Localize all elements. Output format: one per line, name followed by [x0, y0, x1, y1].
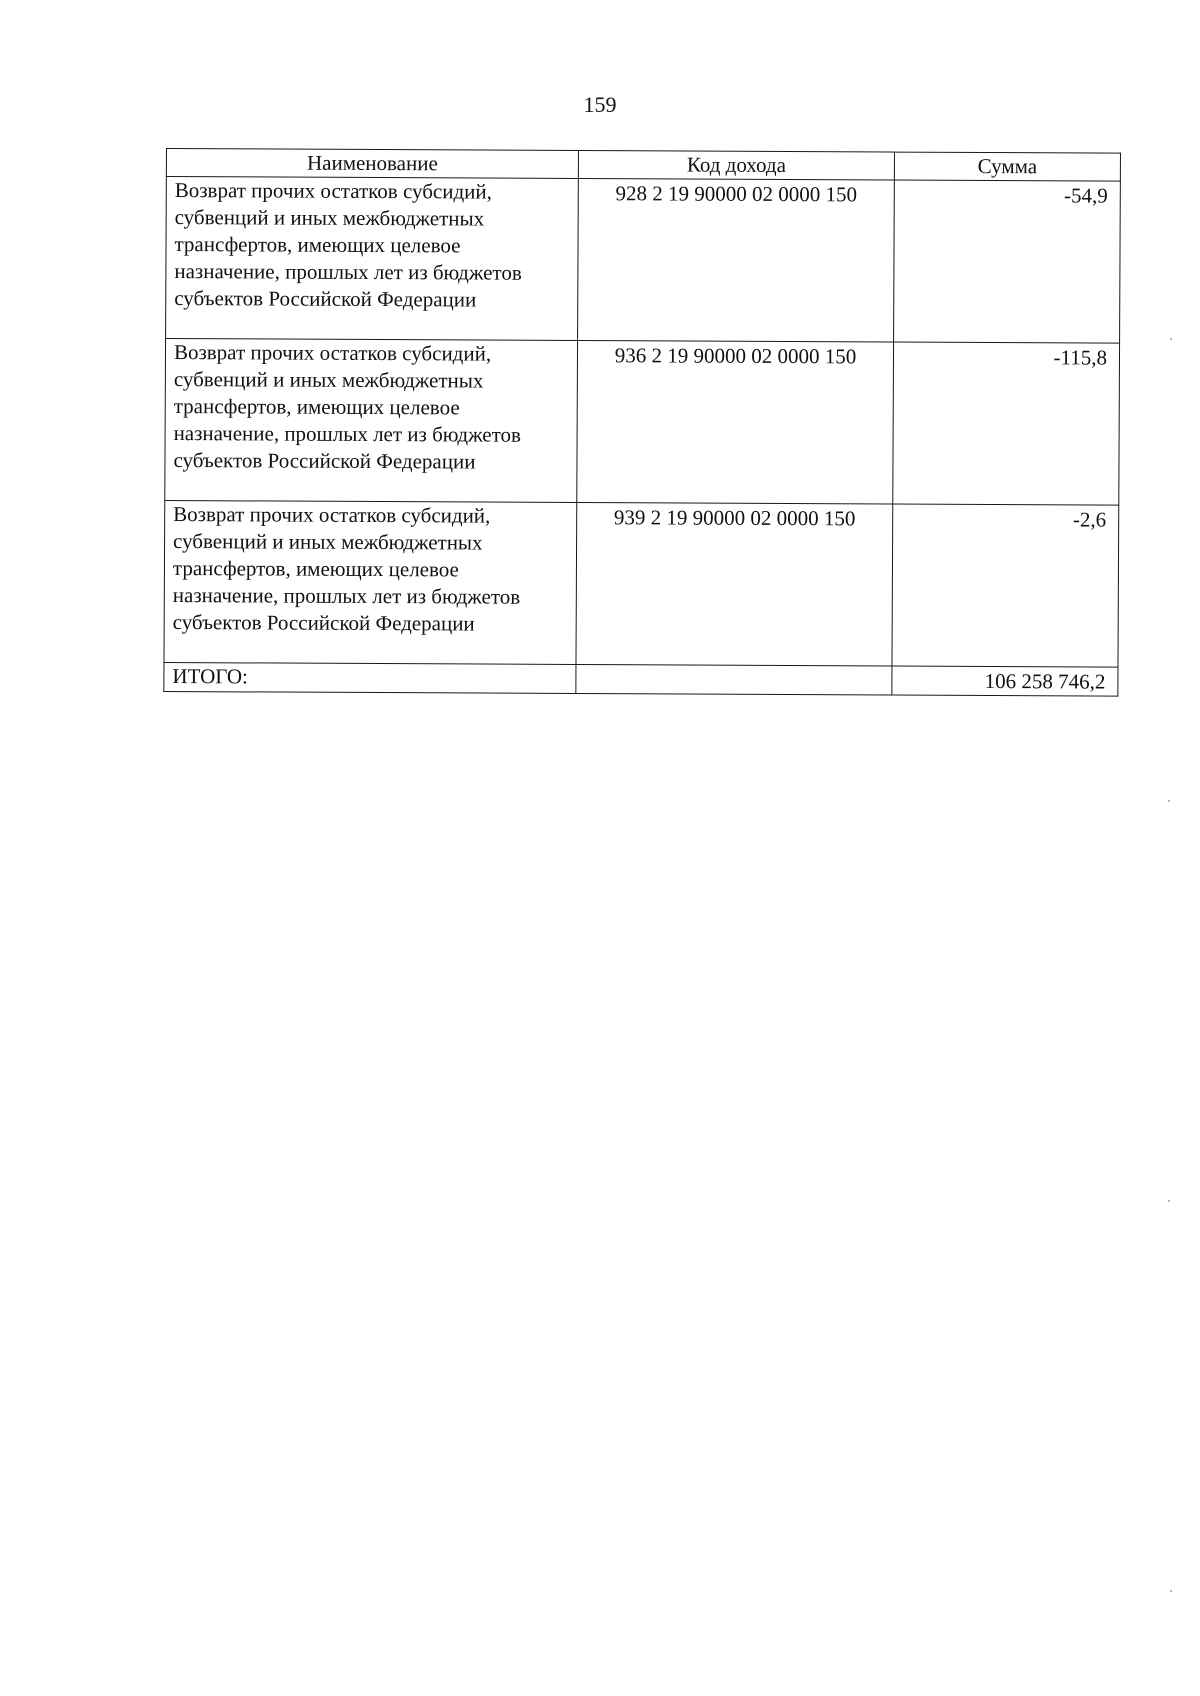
scan-speck	[1168, 1200, 1170, 1202]
header-sum: Сумма	[894, 152, 1120, 181]
row-sum: -2,6	[892, 504, 1119, 667]
header-code: Код дохода	[578, 151, 894, 181]
row-name: Возврат прочих остатков субсидий, субвенций и иных межбюджетных трансфертов, имеющих целевое назначение, прошлых лет из бюджетов субъектов Российской Федерации	[164, 500, 577, 664]
total-label: ИТОГО:	[164, 662, 576, 693]
table-header-row	[166, 149, 1120, 182]
row-code: 936 2 19 90000 02 0000 150	[577, 341, 894, 505]
row-name: Возврат прочих остатков субсидий, субвенций и иных межбюджетных трансфертов, имеющих целевое назначение, прошлых лет из бюджетов субъектов Российской Федерации	[165, 339, 578, 503]
revenue-table	[163, 148, 1121, 697]
scan-speck	[1168, 800, 1170, 802]
total-code	[576, 665, 892, 696]
row-sum: -115,8	[893, 342, 1120, 505]
page-number: 159	[583, 92, 617, 117]
scan-speck	[1170, 1590, 1172, 1592]
table-row	[165, 339, 1120, 506]
table-row	[164, 500, 1119, 667]
table-row	[166, 177, 1121, 344]
header-name: Наименование	[166, 149, 578, 179]
row-code: 928 2 19 90000 02 0000 150	[578, 179, 895, 343]
row-sum: -54,9	[894, 180, 1121, 343]
row-name: Возврат прочих остатков субсидий, субвенций и иных межбюджетных трансфертов, имеющих целевое назначение, прошлых лет из бюджетов субъектов Российской Федерации	[166, 177, 579, 341]
total-row	[164, 662, 1118, 696]
row-code: 939 2 19 90000 02 0000 150	[576, 503, 893, 667]
scan-speck	[1170, 338, 1172, 340]
total-sum: 106 258 746,2	[892, 666, 1118, 696]
